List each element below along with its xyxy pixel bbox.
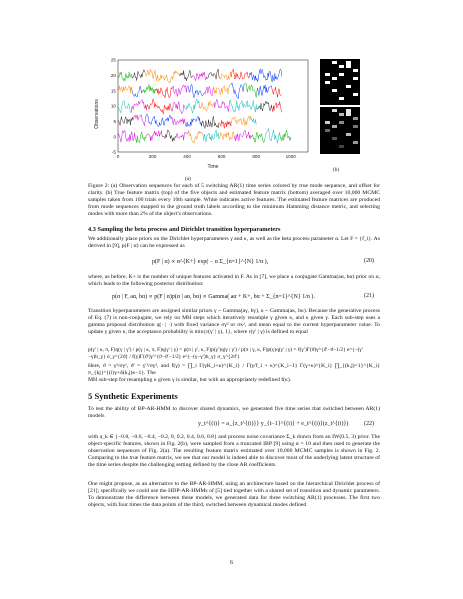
matrix-cell bbox=[325, 121, 330, 124]
equation-20-number: (20) bbox=[364, 258, 374, 264]
acceptance-ratio-equation: p(γ′ | κ, π, F)q(γ | γ′) / p(γ | κ, π, F)q(γ′ | γ) = p(π | γ′, κ, F)p(γ′)q(γ | γ′) / p(π | γ, κ, F)p(γ)q(γ′ | γ) = f(γ′)Γ(ϑ)γ^{ϑ′−ϑ−1/2} e^{−(γ′−γ)b_γ} σ_γ^{2ϑ} / f(γ)Γ(ϑ′)γ′^{ϑ−ϑ′−1/2} e^{−(γ−γ′)b_γ} σ_γ^{2ϑ′} bbox=[88, 347, 363, 360]
matrix-cell bbox=[325, 81, 330, 84]
page-number: 6 bbox=[230, 560, 233, 566]
matrix-cell bbox=[339, 97, 344, 100]
paragraph: We additionally place priors on the Dirichlet hyperparameters γ and κ, as well as the beta process parameter α. Let F = {f_i}. As derived in [9], p(F | α) can be expressed as bbox=[88, 236, 380, 249]
figure-caption: Figure 2: (a) Observation sequences for each of 5 switching AR(1) time series colored by true mode sequence, and offset for clarity. (b) True feature matrix (top) of the five objects and estimated feature matrix (bottom) averaged over 10,000 MCMC samples taken from 100 trials every 10th sample. White indicates active features. The estimated feature matrices are produced from mode sequences mapped to the ground truth labels according to the minimum Hamming distance metric, and selecting modes with more than 2% of the object's observations. bbox=[88, 183, 380, 217]
matrix-cell bbox=[353, 93, 358, 96]
section-4-3-heading: 4.3 Sampling the beta process and Dirichlet transition hyperparameters bbox=[88, 226, 281, 233]
time-series-plot bbox=[92, 56, 318, 172]
paragraph: Transition hyperparameters are assigned similar priors γ ~ Gamma(aγ, bγ), κ ~ Gamma(aκ, bκ). Because the generative process of Eq. (7) is non-conjugate, we rely on MH steps which iteratively resample γ given κ, and κ given γ. Each sub-step uses a gamma proposal distribution q(· | ·) with fixed variance σγ² or σκ², and mean equal to the current hyperparameter value. To update γ given κ, the acceptance probability is min{r(γ′ | γ), 1}, where r(γ′ | γ) is defined to equal bbox=[88, 308, 380, 335]
matrix-cell bbox=[332, 125, 337, 128]
matrix-cell bbox=[346, 133, 351, 136]
x-ticks bbox=[117, 154, 297, 159]
plot-frame bbox=[118, 60, 308, 152]
x-axis-label: Time bbox=[207, 164, 219, 170]
paragraph: To test the ability of BP-AR-HMM to discover shared dynamics, we generated five time series that switched between AR(1) models bbox=[88, 406, 380, 419]
matrix-cell bbox=[339, 73, 344, 76]
equation-21-number: (21) bbox=[364, 293, 374, 299]
equation-20: p(F | α) ∝ α^{K+} exp( − α Σ_{n=1}^{N} 1/n ), bbox=[152, 259, 269, 265]
matrix-cell bbox=[332, 89, 337, 92]
equation-21: p(α | F, aα, bα) ∝ p(F | α)p(α | aα, bα) ∝ Gamma( aα + K+, bα + Σ_{n=1}^{N} 1/n ). bbox=[112, 294, 315, 300]
matrix-cell bbox=[339, 145, 344, 148]
matrix-cell bbox=[353, 117, 358, 120]
matrix-cell bbox=[346, 61, 351, 68]
paragraph: One might propose, as an alternative to the BP-AR-HMM, using an architecture based on the hierarchical Dirichlet process of [21]; specifically we could use the HDP-AR-HMMs of [5] tied together with a shared set of transition and dynamic parameters. To demonstrate the difference between these models, we generated data for three switching AR(1) processes. The first two objects, with four times the data points of the third, switched between dynamical modes defined bbox=[88, 481, 380, 508]
matrix-cell bbox=[332, 109, 337, 112]
matrix-cell bbox=[339, 113, 344, 116]
matrix-divider bbox=[320, 105, 360, 107]
y-tick-label: 10 bbox=[110, 103, 116, 109]
x-tick-label: 0 bbox=[116, 154, 120, 159]
y-tick-label: 20 bbox=[110, 72, 116, 78]
x-tick-label: 400 bbox=[183, 154, 191, 159]
x-tick-label: 1000 bbox=[285, 154, 296, 159]
equation-22: y_t^{(i)} = a_{z_t^{(i)}} y_{t−1}^{(i)} + e_t^{(i)}(z_t^{(i)}) bbox=[198, 421, 349, 427]
matrix-cell bbox=[339, 65, 344, 68]
subfigure-a-label: (a) bbox=[185, 176, 191, 182]
matrix-cell bbox=[346, 85, 351, 88]
paragraph: with a_k ∈ {−0.8, −0.6, −0.4, −0.2, 0, 0.2, 0.4, 0.6, 0.8} and process noise covariance Σ_k drawn from an IW(0.5, 3) prior. The object-specific features, shown in Fig. 2(b), were sampled from a truncated IBP [9] using α = 10 and then used to generate the observation sequences of Fig. 2(a). The resulting feature matrix estimated over 10,000 MCMC samples is shown in Fig. 2. Comparing to the true feature matrix, we see that our model is indeed able to discover most of the underlying latent structure of the time series despite the challenging setting defined by the close AR coefficients. bbox=[88, 434, 380, 468]
section-5-heading: 5 Synthetic Experiments bbox=[88, 391, 178, 401]
equation-22-number: (22) bbox=[364, 421, 374, 427]
y-axis-label: Observations bbox=[94, 99, 100, 129]
y-tick-label: -5 bbox=[111, 149, 116, 155]
matrix-cell bbox=[332, 137, 337, 140]
y-tick-label: 25 bbox=[110, 57, 116, 63]
y-ticks bbox=[111, 58, 117, 155]
subfigure-b-label: (b) bbox=[333, 167, 340, 173]
matrix-cell bbox=[353, 141, 358, 144]
paragraph: where, as before, K+ is the number of unique features activated in F. As in [7], we place a conjugate Gamma(aα, bα) prior on α, which leads to the following posterior distribution: bbox=[88, 274, 380, 287]
matrix-cell bbox=[332, 61, 337, 64]
x-tick-label: 800 bbox=[252, 154, 261, 159]
x-tick-label: 600 bbox=[217, 154, 226, 159]
paragraph: Here, ϑ = γ²/σγ², ϑ′ = γ′²/σγ², and f(γ) = ∏_i Γ(γK_i+κ)^{K_i} / Γ(γ/f_i + κ)^{K_i−1} Γ(γ+κ)^{K_i} ∏_{(k,j)=1}^{K_i} π_{kj}^{(i)γ+δ(k,j)κ−1}. The bbox=[88, 363, 380, 376]
matrix-cell bbox=[325, 129, 330, 132]
matrix-cell bbox=[353, 125, 358, 128]
matrix-cell bbox=[353, 77, 358, 80]
matrix-cell bbox=[339, 121, 344, 124]
matrix-cell bbox=[332, 77, 337, 80]
y-tick-label: 0 bbox=[113, 134, 116, 140]
y-tick-label: 5 bbox=[113, 118, 116, 124]
x-tick-label: 200 bbox=[148, 154, 157, 159]
matrix-cell bbox=[353, 69, 358, 72]
paragraph: MH sub-step for resampling κ given γ is similar, but with an appropriately redefined f(κ). bbox=[88, 377, 292, 383]
matrix-cell bbox=[346, 109, 351, 116]
matrix-cell bbox=[325, 73, 330, 76]
feature-matrices bbox=[320, 59, 360, 154]
y-tick-label: 15 bbox=[110, 88, 116, 94]
